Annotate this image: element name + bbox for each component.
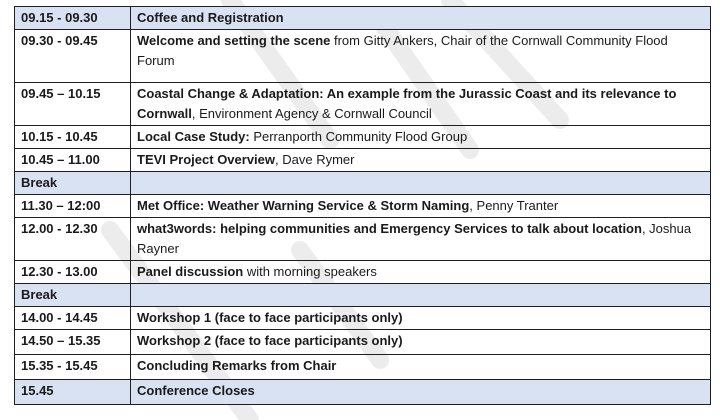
description-cell	[131, 7, 711, 30]
table-row	[15, 380, 711, 405]
description-cell	[131, 355, 711, 380]
table-row	[15, 261, 711, 284]
session-title: Local Case Study:	[137, 129, 250, 144]
time-cell: 09.15 - 09.30	[15, 7, 131, 30]
description-cell	[131, 380, 711, 405]
time-cell: 12.00 - 12.30	[15, 218, 131, 261]
table-row	[15, 126, 711, 149]
session-title: what3words: helping communities and Emergency Services to talk about location	[137, 221, 642, 236]
description-cell	[131, 126, 711, 149]
session-title: Workshop 1 (face to face participants only)	[137, 310, 403, 325]
table-row	[15, 7, 711, 30]
time-cell: 10.45 – 11.00	[15, 149, 131, 172]
table-row	[15, 218, 711, 261]
time-cell: 15.35 - 15.45	[15, 355, 131, 380]
time-cell: 09.45 – 10.15	[15, 83, 131, 126]
session-title: Met Office: Weather Warning Service & Storm Naming	[137, 198, 470, 213]
time-cell: 14.50 – 15.35	[15, 330, 131, 355]
time-cell: 11.30 – 12:00	[15, 195, 131, 218]
session-detail: , Environment Agency & Cornwall Council	[191, 106, 432, 121]
table-row	[15, 149, 711, 172]
session-detail: with morning speakers	[243, 264, 377, 279]
session-detail: , Penny Tranter	[469, 198, 559, 213]
table-row	[15, 83, 711, 126]
table-row	[15, 355, 711, 380]
time-cell: 12.30 - 13.00	[15, 261, 131, 284]
description-cell	[131, 30, 711, 83]
description-cell	[131, 261, 711, 284]
table-row	[15, 307, 711, 330]
session-title: Welcome and setting the scene	[137, 33, 331, 48]
description-cell	[131, 218, 711, 261]
session-title: Panel discussion	[137, 264, 244, 279]
time-cell: 15.45	[15, 380, 131, 405]
description-cell	[131, 195, 711, 218]
agenda-table	[14, 6, 711, 405]
time-cell: Break	[15, 172, 131, 195]
table-row	[15, 330, 711, 355]
description-cell	[131, 83, 711, 126]
description-cell	[131, 172, 711, 195]
session-detail: from Gitty Ankers, Chair of the Cornwall Community Flood Forum	[137, 33, 668, 68]
time-cell: 10.15 - 10.45	[15, 126, 131, 149]
session-detail: , Joshua Rayner	[137, 221, 692, 256]
description-cell	[131, 284, 711, 307]
time-cell: 14.00 - 14.45	[15, 307, 131, 330]
session-detail: Perranporth Community Flood Group	[249, 129, 468, 144]
description-cell	[131, 149, 711, 172]
session-title: Coastal Change & Adaptation: An example from the Jurassic Coast and its relevance to Cornwall	[137, 86, 677, 121]
session-title: TEVI Project Overview	[137, 152, 276, 167]
description-cell	[131, 330, 711, 355]
time-cell: Break	[15, 284, 131, 307]
session-title: Coffee and Registration	[137, 10, 284, 25]
session-title: Concluding Remarks from Chair	[137, 358, 337, 373]
table-row	[15, 30, 711, 83]
table-row	[15, 172, 711, 195]
table-row	[15, 195, 711, 218]
session-detail: , Dave Rymer	[275, 152, 355, 167]
session-title: Workshop 2 (face to face participants only)	[137, 333, 403, 348]
time-cell: 09.30 - 09.45	[15, 30, 131, 83]
description-cell	[131, 307, 711, 330]
session-title: Conference Closes	[137, 383, 255, 398]
table-row	[15, 284, 711, 307]
